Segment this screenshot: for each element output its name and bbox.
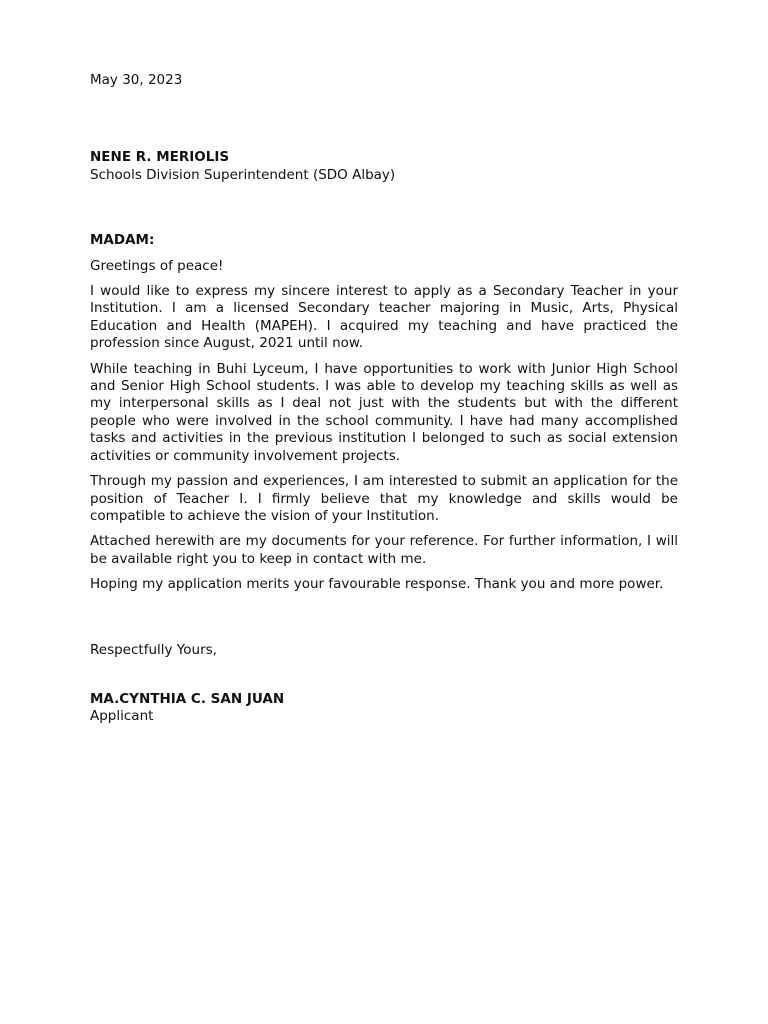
- recipient-block: [90, 149, 678, 184]
- greeting: Greetings of peace!: [90, 257, 224, 274]
- salutation: MADAM:: [90, 232, 155, 249]
- closing: Respectfully Yours,: [90, 641, 217, 658]
- paragraph-application: Through my passion and experiences, I am interested to submit an application for the position of Teacher I. I firmly believe that my knowledge and skills would be compatible to achieve the vision of your Institution.: [90, 473, 678, 524]
- paragraph-interest: I would like to express my sincere interest to apply as a Secondary Teacher in your Institution. I am a licensed Secondary teacher majoring in Music, Arts, Physical Education and Health (MAPEH). I acquired my teaching and have practiced the profession since August, 2021 until now.: [90, 283, 678, 352]
- signature-name: MA.CYNTHIA C. SAN JUAN: [90, 690, 285, 707]
- letter-body: [90, 258, 678, 594]
- paragraph-attachments: Attached herewith are my documents for your reference. For further information, I will be available right you to keep in contact with me.: [90, 533, 678, 567]
- paragraph-closing-remark: Hoping my application merits your favourable response. Thank you and more power.: [90, 576, 664, 593]
- recipient-title: Schools Division Superintendent (SDO Albay): [90, 166, 396, 183]
- paragraph-experience: While teaching in Buhi Lyceum, I have opportunities to work with Junior High School and Senior High School students. I was able to develop my teaching skills as well as my interpersonal skills as I deal not just with the students but with the different people who were involved in the school community. I have had many accomplished tasks and activities in the previous institution I belonged to such as social extension activities or community involvement projects.: [90, 360, 678, 464]
- recipient-name: NENE R. MERIOLIS: [90, 149, 230, 166]
- letter-date: May 30, 2023: [90, 72, 183, 88]
- signature-block: [90, 691, 678, 726]
- signature-role: Applicant: [90, 708, 154, 725]
